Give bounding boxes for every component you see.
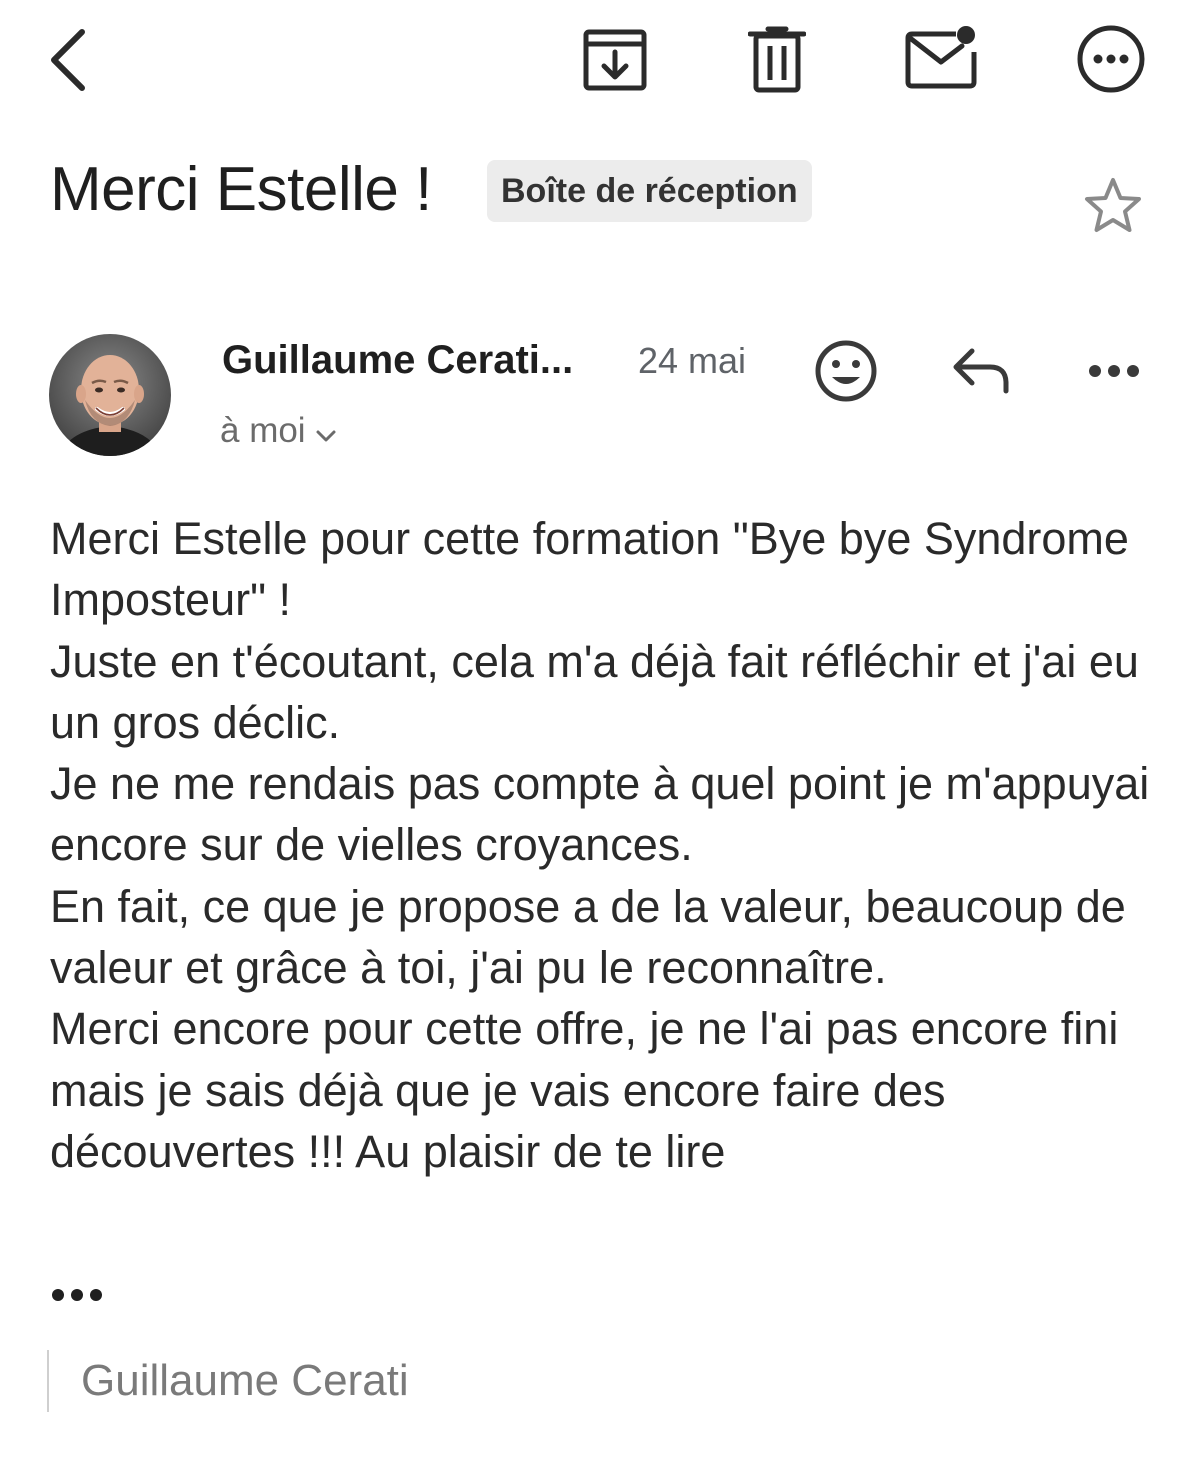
chevron-down-icon bbox=[314, 409, 338, 457]
more-circle-icon[interactable] bbox=[1076, 24, 1146, 94]
chevron-left-icon[interactable] bbox=[44, 26, 92, 94]
email-subject: Merci Estelle ! bbox=[50, 155, 432, 224]
recipient-label: à moi bbox=[220, 411, 306, 450]
quoted-signature: Guillaume Cerati bbox=[47, 1350, 409, 1412]
message-paragraph: Merci Estelle pour cette formation "Bye bye Syndrome Imposteur" ! bbox=[50, 513, 1142, 626]
message-paragraph: Je ne me rendais pas compte à quel point je m'appuyai encore sur de vielles croyances. bbox=[50, 758, 1162, 871]
show-trimmed-content-button[interactable] bbox=[48, 1280, 110, 1310]
sender-name[interactable]: Guillaume Cerati... bbox=[222, 338, 574, 382]
message-paragraph: Merci encore pour cette offre, je ne l'ai pas encore fini mais je sais déjà que je vais encore faire des découvertes !!! Au plaisir de te lire bbox=[50, 1003, 1131, 1177]
star-outline-icon[interactable] bbox=[1082, 176, 1144, 236]
mail-unread-icon[interactable] bbox=[904, 24, 984, 90]
archive-icon[interactable] bbox=[582, 28, 648, 92]
ellipsis-icon bbox=[48, 1280, 110, 1310]
smiley-icon[interactable] bbox=[814, 339, 878, 403]
trash-icon[interactable] bbox=[748, 26, 806, 94]
recipient-details-toggle[interactable] bbox=[220, 407, 338, 457]
message-paragraph: En fait, ce que je propose a de la valeur, beaucoup de valeur et grâce à toi, j'ai pu le reconnaître. bbox=[50, 880, 1139, 994]
more-horizontal-icon[interactable] bbox=[1086, 360, 1142, 382]
message-paragraph: Juste en t'écoutant, cela m'a déjà fait réfléchir et j'ai eu un gros déclic. bbox=[50, 635, 1152, 748]
reply-icon[interactable] bbox=[950, 345, 1012, 395]
message-date: 24 mai bbox=[638, 340, 747, 381]
inbox-label-chip[interactable]: Boîte de réception bbox=[487, 160, 812, 222]
avatar[interactable] bbox=[49, 334, 171, 456]
message-body bbox=[50, 508, 1170, 1182]
